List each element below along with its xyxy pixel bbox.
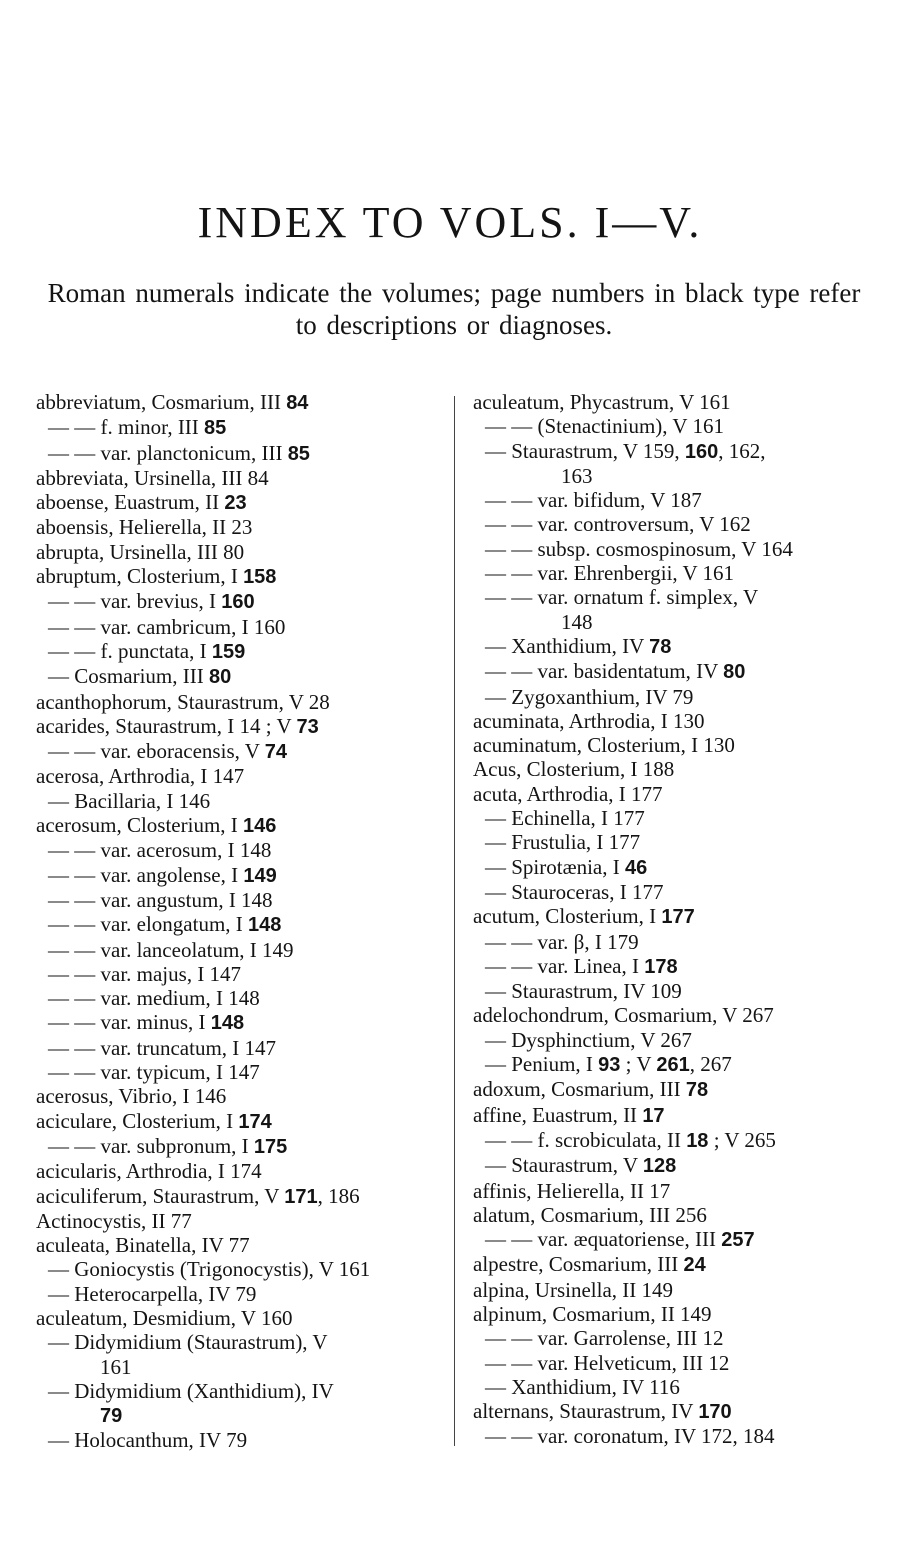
entry-text: — — var. medium, I 148 xyxy=(48,986,260,1011)
entry-text: — — var. cambricum, I 160 xyxy=(48,614,286,639)
entry-text: abrupta, Ursinella, III 80 xyxy=(36,539,245,564)
entry-text: — — var. Garrolense, III 12 xyxy=(485,1326,724,1351)
entry-page-bold: 79 xyxy=(100,1405,123,1428)
index-entry xyxy=(473,585,877,634)
entry-text-after: , 267 xyxy=(689,1052,732,1077)
entry-text: — Frustulia, I 177 xyxy=(485,830,641,855)
index-entry xyxy=(473,1052,877,1077)
index-entry xyxy=(473,488,877,512)
entry-text: acerosus, Vibrio, I 146 xyxy=(36,1084,227,1109)
entry-text: aciculare, Closterium, I xyxy=(36,1108,239,1133)
entry-continuation: 161 xyxy=(100,1354,132,1379)
entry-text: abbreviata, Ursinella, III 84 xyxy=(36,465,269,490)
entry-text: — — var. basidentatum, IV xyxy=(485,659,724,684)
entry-text: — Didymidium (Staurastrum), V xyxy=(48,1330,328,1355)
column-divider xyxy=(454,396,455,1446)
entry-text: aculeatum, Desmidium, V 160 xyxy=(36,1305,293,1330)
entry-text: adoxum, Cosmarium, III xyxy=(473,1077,686,1102)
entry-text: — — var. minus, I xyxy=(48,1010,211,1035)
entry-text: — — var. ornatum f. simplex, V xyxy=(485,585,759,610)
entry-text: alpinum, Cosmarium, II 149 xyxy=(473,1301,712,1326)
index-entry xyxy=(36,714,436,739)
index-entry xyxy=(36,639,436,664)
entry-text: — — var. truncatum, I 147 xyxy=(48,1035,277,1060)
entry-text: — — var. β, I 179 xyxy=(485,929,639,954)
entry-text: — — var. eboracensis, V xyxy=(48,739,265,764)
index-entry xyxy=(473,782,877,806)
index-entry xyxy=(473,1179,877,1203)
index-entry xyxy=(473,1326,877,1350)
index-entry xyxy=(473,390,877,414)
index-entry xyxy=(36,1330,436,1379)
entry-page-bold: 80 xyxy=(208,666,232,689)
entry-text: alpina, Ursinella, II 149 xyxy=(473,1277,674,1302)
entry-page-bold: 146 xyxy=(243,815,277,838)
entry-text: acarides, Staurastrum, I 14 ; V xyxy=(36,713,297,738)
entry-text: — — (Stenactinium), V 161 xyxy=(485,414,724,439)
index-entry xyxy=(473,512,877,536)
entry-text: — Xanthidium, IV xyxy=(485,633,650,658)
index-entry xyxy=(473,659,877,684)
index-entry xyxy=(36,390,436,415)
entry-page-bold: 175 xyxy=(253,1135,288,1158)
entry-text: — Cosmarium, III xyxy=(48,664,209,689)
index-entry xyxy=(473,1077,877,1102)
entry-page-bold: 84 xyxy=(286,392,309,414)
index-column-right xyxy=(473,390,877,1449)
index-entry xyxy=(473,880,877,904)
entry-continuation: 163 xyxy=(561,463,593,488)
index-entry xyxy=(473,685,877,709)
index-entry xyxy=(36,1036,436,1060)
index-entry xyxy=(473,1128,877,1153)
index-entry xyxy=(36,938,436,962)
index-entry xyxy=(473,806,877,830)
index-entry xyxy=(36,764,436,788)
entry-text: — — var. angustum, I 148 xyxy=(48,887,273,912)
entry-text-after: ; V 265 xyxy=(708,1127,776,1152)
index-entry xyxy=(473,1302,877,1326)
entry-text: — Xanthidium, IV 116 xyxy=(485,1374,680,1399)
index-entry xyxy=(36,1209,436,1233)
index-entry xyxy=(473,1351,877,1375)
index-entry xyxy=(36,1233,436,1257)
entry-page-bold: 73 xyxy=(296,715,319,738)
index-entry xyxy=(473,1103,877,1128)
entry-text: — Bacillaria, I 146 xyxy=(48,788,211,813)
entry-page-bold: 177 xyxy=(661,906,695,929)
index-entry xyxy=(36,1084,436,1108)
entry-page-bold: 257 xyxy=(721,1229,755,1252)
index-entry xyxy=(36,1428,436,1452)
entry-text: Acus, Closterium, I 188 xyxy=(473,757,675,782)
entry-text: — Goniocystis (Trigonocystis), V 161 xyxy=(48,1257,371,1282)
index-entry xyxy=(473,439,877,489)
entry-text: — Dysphinctium, V 267 xyxy=(485,1027,692,1052)
entry-text: — — var. coronatum, IV 172, 184 xyxy=(485,1424,775,1449)
index-entry xyxy=(36,564,436,589)
index-entry xyxy=(36,441,436,466)
entry-text: affine, Euastrum, II xyxy=(473,1102,643,1127)
entry-text: — — var. Ehrenbergii, V 161 xyxy=(485,561,735,586)
index-entry xyxy=(36,690,436,714)
entry-text: — — f. scrobiculata, II xyxy=(485,1127,687,1152)
entry-page-bold: 17 xyxy=(642,1104,665,1127)
entry-page-bold: 178 xyxy=(644,955,678,978)
entry-page-bold: 171 xyxy=(284,1185,318,1208)
entry-continuation xyxy=(48,1403,436,1428)
entry-page-bold: 78 xyxy=(649,635,672,658)
entry-text: abbreviatum, Cosmarium, III xyxy=(36,390,287,414)
entry-text: alatum, Cosmarium, III 256 xyxy=(473,1202,707,1227)
index-entry xyxy=(473,1252,877,1277)
entry-text: aboensis, Helierella, II 23 xyxy=(36,515,253,540)
entry-text: abruptum, Closterium, I xyxy=(36,564,244,589)
index-entry xyxy=(473,1375,877,1399)
index-entry xyxy=(473,561,877,585)
index-entry xyxy=(36,813,436,838)
entry-text: — — f. minor, III xyxy=(48,415,205,440)
index-entry xyxy=(473,1028,877,1052)
index-entry xyxy=(36,1306,436,1330)
index-entry xyxy=(473,1203,877,1227)
entry-page-bold: 148 xyxy=(248,914,282,937)
index-entry xyxy=(36,490,436,515)
index-entry xyxy=(36,789,436,813)
entry-page-bold: 174 xyxy=(238,1110,272,1133)
entry-page-bold: 85 xyxy=(287,442,310,465)
index-entry xyxy=(473,537,877,561)
index-entry xyxy=(473,733,877,757)
entry-text: acerosum, Closterium, I xyxy=(36,813,244,838)
entry-text: alternans, Staurastrum, IV xyxy=(473,1399,699,1424)
entry-page-bold: 80 xyxy=(723,661,746,684)
entry-text: acanthophorum, Staurastrum, V 28 xyxy=(36,689,330,714)
entry-text: — Echinella, I 177 xyxy=(485,806,645,831)
index-entry xyxy=(473,855,877,880)
entry-text: — Spirotænia, I xyxy=(485,854,625,879)
entry-text: — — f. punctata, I xyxy=(48,638,212,663)
entry-page-bold: 160 xyxy=(221,591,255,614)
entry-page-bold: 46 xyxy=(625,856,648,879)
index-entry xyxy=(473,1399,877,1424)
index-entry xyxy=(473,414,877,438)
entry-text: Actinocystis, II 77 xyxy=(36,1208,192,1233)
index-entry xyxy=(473,954,877,979)
entry-page-bold: 23 xyxy=(224,492,247,515)
entry-text: acerosa, Arthrodia, I 147 xyxy=(36,764,245,789)
index-entry xyxy=(36,912,436,937)
entry-text: acicularis, Arthrodia, I 174 xyxy=(36,1159,262,1184)
entry-text: adelochondrum, Cosmarium, V 267 xyxy=(473,1003,774,1028)
index-entry xyxy=(36,1379,436,1429)
index-entry xyxy=(36,1060,436,1084)
index-entry xyxy=(473,634,877,659)
index-column-left xyxy=(36,390,436,1453)
entry-text: affinis, Helierella, II 17 xyxy=(473,1178,671,1203)
entry-text: — Penium, I xyxy=(485,1052,599,1077)
entry-text: — — var. brevius, I xyxy=(48,589,222,614)
entry-text: — — var. subpronum, I xyxy=(48,1133,254,1158)
index-entry xyxy=(36,739,436,764)
entry-continuation: 148 xyxy=(561,609,593,634)
index-entry xyxy=(473,709,877,733)
entry-text: — Heterocarpella, IV 79 xyxy=(48,1281,257,1306)
index-entry xyxy=(36,1282,436,1306)
index-entry xyxy=(36,1109,436,1134)
entry-text: acuta, Arthrodia, I 177 xyxy=(473,781,663,806)
entry-text: — — var. controversum, V 162 xyxy=(485,512,751,537)
entry-page-bold: 159 xyxy=(211,640,246,663)
entry-text: — — subsp. cosmospinosum, V 164 xyxy=(485,536,793,561)
index-entry xyxy=(36,986,436,1010)
entry-text: — Staurastrum, IV 109 xyxy=(485,979,682,1004)
entry-text: acuminata, Arthrodia, I 130 xyxy=(473,708,705,733)
index-entry xyxy=(36,838,436,862)
entry-text: — — var. æquatoriense, III xyxy=(485,1227,722,1252)
index-entry xyxy=(473,1003,877,1027)
index-entry xyxy=(473,830,877,854)
entry-text: — Stauroceras, I 177 xyxy=(485,879,664,904)
entry-text: aculeata, Binatella, IV 77 xyxy=(36,1233,250,1258)
entry-text: aculeatum, Phycastrum, V 161 xyxy=(473,390,731,414)
index-entry xyxy=(473,1278,877,1302)
index-entry xyxy=(473,1424,877,1448)
entry-text: aboense, Euastrum, II xyxy=(36,490,225,515)
index-entry xyxy=(473,979,877,1003)
entry-text: — Holocanthum, IV 79 xyxy=(48,1428,248,1453)
index-entry xyxy=(36,888,436,912)
entry-text: — — var. Helveticum, III 12 xyxy=(485,1350,730,1375)
entry-text: — — var. elongatum, I xyxy=(48,912,249,937)
index-entry xyxy=(36,615,436,639)
entry-text: — — var. Linea, I xyxy=(485,953,645,978)
entry-text: — — var. planctonicum, III xyxy=(48,440,288,465)
entry-text: — Didymidium (Xanthidium), IV xyxy=(48,1378,334,1403)
entry-page-bold: 93 xyxy=(598,1054,621,1077)
index-entry xyxy=(36,589,436,614)
index-entry xyxy=(36,415,436,440)
index-entry xyxy=(36,1134,436,1159)
index-entry xyxy=(36,515,436,539)
entry-text: acutum, Closterium, I xyxy=(473,904,662,929)
entry-text: alpestre, Cosmarium, III xyxy=(473,1252,684,1277)
entry-page-bold: 149 xyxy=(243,864,277,887)
index-entry xyxy=(473,904,877,929)
entry-text-after: , 186 xyxy=(317,1183,360,1208)
entry-page-bold: 74 xyxy=(264,741,288,764)
entry-page-bold: 78 xyxy=(685,1079,709,1102)
index-entry xyxy=(473,930,877,954)
entry-text: — — var. lanceolatum, I 149 xyxy=(48,937,294,962)
entry-text: — Staurastrum, V 159, xyxy=(485,438,685,463)
index-entry xyxy=(36,540,436,564)
entry-text: — — var. typicum, I 147 xyxy=(48,1060,260,1085)
entry-text: aciculiferum, Staurastrum, V xyxy=(36,1183,285,1208)
entry-page-bold: 160 xyxy=(684,440,719,463)
entry-text: — Staurastrum, V xyxy=(485,1153,643,1178)
index-entry xyxy=(36,1184,436,1209)
index-entry xyxy=(473,757,877,781)
index-entry xyxy=(36,962,436,986)
page-subtitle: Roman numerals indicate the volumes; page numbers in black type refer to descriptions or diagnoses. xyxy=(47,278,861,340)
entry-text-after: ; V xyxy=(620,1052,657,1077)
entry-text-after: , 162, xyxy=(718,438,766,463)
entry-text: acuminatum, Closterium, I 130 xyxy=(473,733,735,758)
entry-page-bold: 85 xyxy=(204,417,227,440)
index-entry xyxy=(36,466,436,490)
index-entry xyxy=(36,664,436,689)
entry-text: — — var. angolense, I xyxy=(48,862,244,887)
index-entry xyxy=(36,1159,436,1183)
entry-page-bold: 158 xyxy=(243,566,277,589)
index-entry xyxy=(473,1227,877,1252)
entry-text: — — var. bifidum, V 187 xyxy=(485,488,702,513)
entry-page-bold: 128 xyxy=(642,1155,677,1178)
index-entry xyxy=(36,1257,436,1281)
page-title: INDEX TO VOLS. I—V. xyxy=(197,198,703,247)
entry-page-bold: 148 xyxy=(210,1012,245,1035)
entry-page-bold: 261 xyxy=(656,1054,690,1077)
entry-page-bold: 18 xyxy=(686,1129,709,1152)
entry-page-bold: 170 xyxy=(698,1401,732,1424)
entry-page-bold: 24 xyxy=(683,1254,706,1277)
index-entry xyxy=(473,1153,877,1178)
index-entry xyxy=(36,863,436,888)
entry-text: — — var. acerosum, I 148 xyxy=(48,838,272,863)
entry-text: — Zygoxanthium, IV 79 xyxy=(485,684,694,709)
index-entry xyxy=(36,1010,436,1035)
entry-text: — — var. majus, I 147 xyxy=(48,961,242,986)
